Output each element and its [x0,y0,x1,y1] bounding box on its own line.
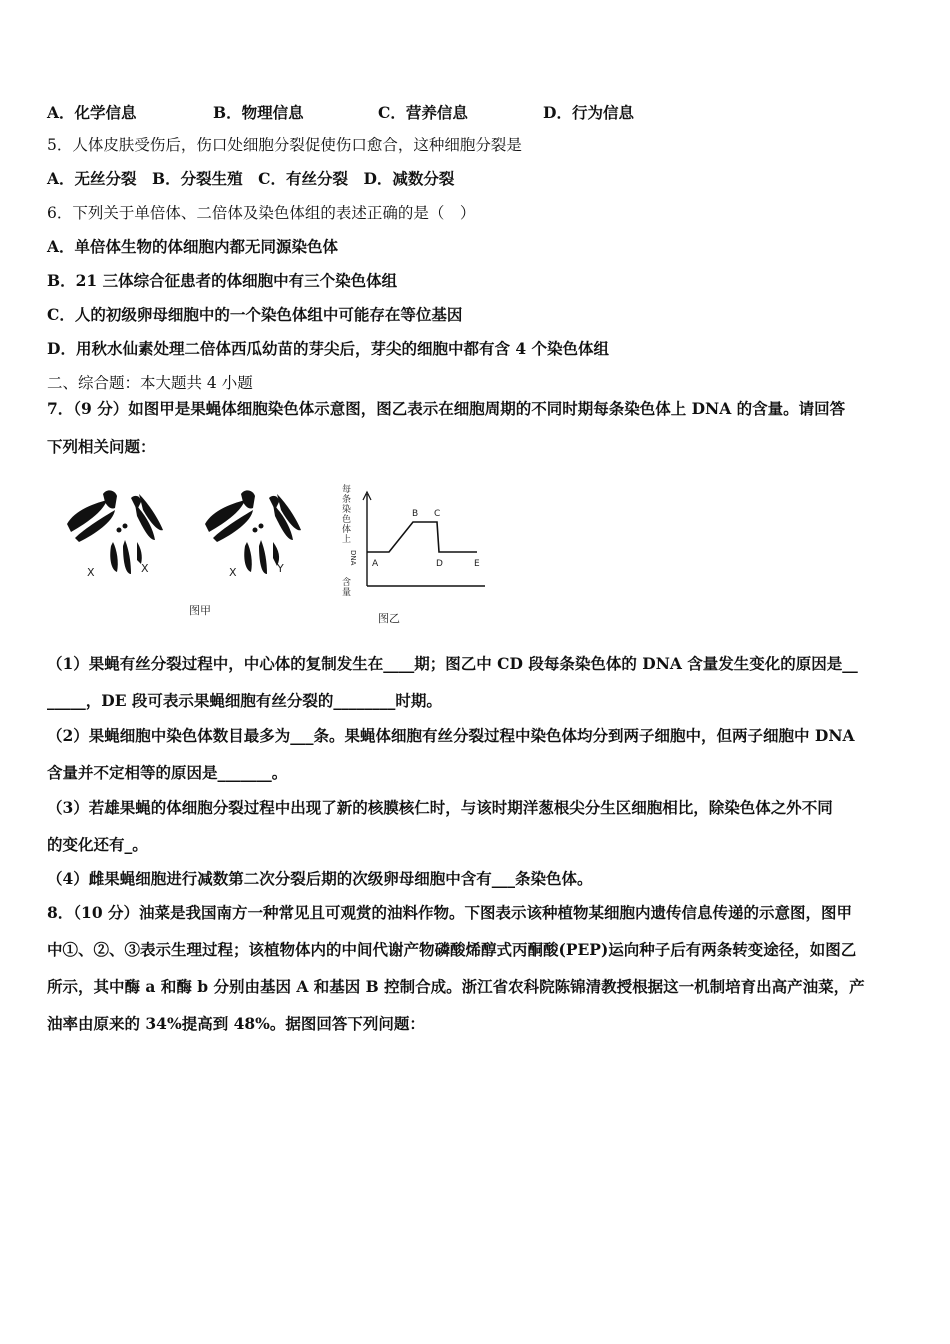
yaxis-char: DNA [349,550,357,566]
q8-line3: 所示，其中酶 a 和酶 b 分别由基因 A 和基因 B 控制合成。浙江省农科院陈锦清教授根据这一机制培育出高产油菜，产 [47,977,865,996]
figure-yi-graph [342,483,485,598]
yaxis-char: 每 [342,485,352,495]
yaxis-char: 色 [342,515,352,525]
yi-point-d: D [436,559,443,569]
yaxis-char: 体 [342,525,352,535]
yaxis-char: 上 [342,535,352,545]
q6-stem: 6．下列关于单倍体、二倍体及染色体组的表述正确的是（ ） [47,204,476,222]
q6-option-d: D．用秋水仙素处理二倍体西瓜幼苗的芽尖后，芽尖的细胞中都有含 4 个染色体组 [47,339,610,358]
yi-yaxis-label [342,483,357,598]
q5-options: A．无丝分裂 B．分裂生殖 C．有丝分裂 D．减数分裂 [47,169,455,188]
figure-yi-caption: 图乙 [378,612,400,625]
yi-point-c: C [434,509,441,519]
q7-stem-line2: 下列相关问题： [47,437,156,456]
figure-jia-caption: 图甲 [189,604,211,617]
q7-part3-line1: （3）若雄果蝇的体细胞分裂过程中出现了新的核膜核仁时，与该时期洋葱根尖分生区细胞相比，除染色体之外不同 [47,798,833,817]
q8-line4: 油率由原来的 34%提高到 48%。据图回答下列问题： [47,1014,425,1033]
q7-stem-line1: 7．（9 分）如图甲是果蝇体细胞染色体示意图，图乙表示在细胞周期的不同时期每条染色体上 DNA 的含量。请回答 [47,399,846,418]
q6-option-c: C．人的初级卵母细胞中的一个染色体组中可能存在等位基因 [47,305,463,324]
section-heading: 二、综合题：本大题共 4 小题 [47,374,253,392]
q7-part3-line2: 的变化还有_。 [47,835,148,854]
female-karyotype [67,490,163,574]
yi-point-b: B [412,509,419,519]
yi-point-a: A [372,559,379,569]
q4-option-a: A．化学信息 [47,103,137,122]
female-x2-label: X [141,562,149,575]
q7-part1-line1: （1）果蝇有丝分裂过程中，中心体的复制发生在____期；图乙中 CD 段每条染色体的 DNA 含量发生变化的原因是__ [47,654,858,673]
male-x-label: X [229,566,237,579]
q7-part2-line1: （2）果蝇细胞中染色体数目最多为___条。果蝇体细胞有丝分裂过程中染色体均分到两子细胞中，但两子细胞中 DNA [47,726,855,745]
q4-option-c: C．营养信息 [378,103,468,122]
q5-stem: 5．人体皮肤受伤后，伤口处细胞分裂促使伤口愈合，这种细胞分裂是 [47,136,522,154]
yaxis-char: 含 [342,578,352,588]
q8-line2: 中①、②、③表示生理过程；该植物体内的中间代谢产物磷酸烯醇式丙酮酸(PEP)运向种子后有两条转变途径，如图乙 [47,940,857,959]
q8-line1: 8．（10 分）油菜是我国南方一种常见且可观赏的油料作物。下图表示该种植物某细胞内遗传信息传递的示意图，图甲 [47,903,853,922]
yaxis-char: 条 [342,495,352,505]
q7-part4: （4）雌果蝇细胞进行减数第二次分裂后期的次级卵母细胞中含有___条染色体。 [47,869,593,888]
female-x1-label: X [87,566,95,579]
yaxis-char: 染 [342,505,352,515]
q4-option-d: D．行为信息 [543,103,634,122]
q7-figure [55,480,495,630]
q7-part1-line2: _____，DE 段可表示果蝇细胞有丝分裂的________时期。 [47,691,442,710]
yi-point-e: E [474,559,480,569]
yi-dna-curve [367,522,477,552]
q6-option-b: B．21 三体综合征患者的体细胞中有三个染色体组 [47,271,398,290]
q4-option-b: B．物理信息 [213,103,304,122]
male-karyotype [205,490,301,574]
q6-option-a: A．单倍体生物的体细胞内都无同源染色体 [47,237,339,256]
q7-part2-line2: 含量并不定相等的原因是_______。 [47,763,288,782]
yaxis-char: 量 [342,588,352,598]
male-y-label: Y [277,562,284,575]
